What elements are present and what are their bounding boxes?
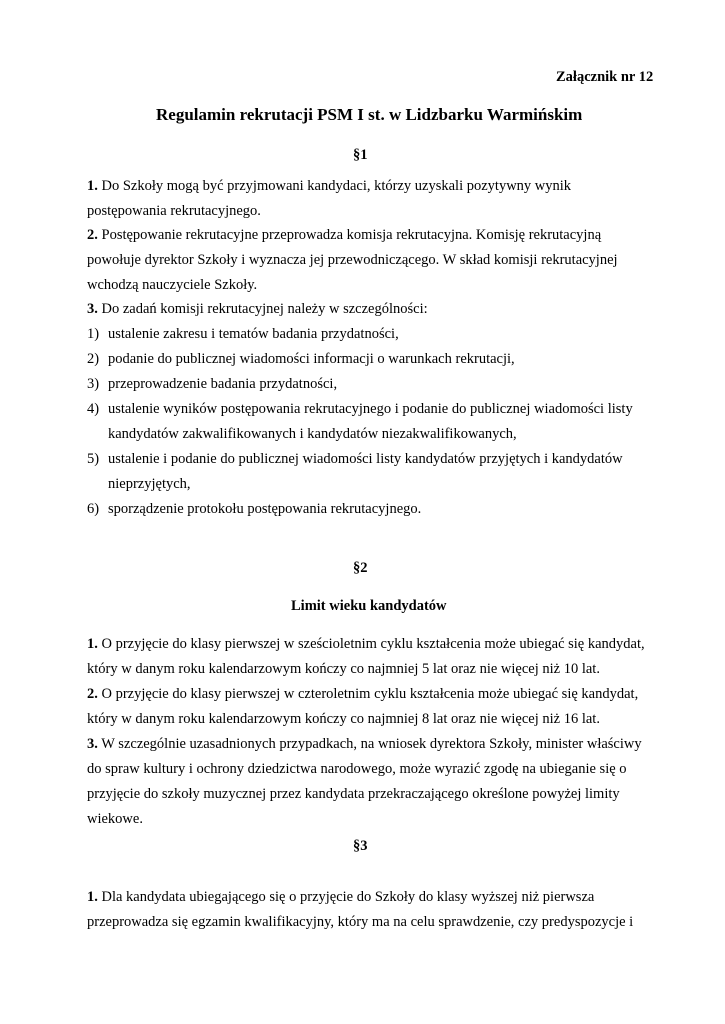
paragraph-number: 2. <box>87 227 98 243</box>
s1-paragraph-2-cont: wchodzą nauczyciele Szkoły. <box>87 277 258 293</box>
paragraph-text: W szczególnie uzasadnionych przypadkach, na wniosek dyrektora Szkoły, minister właściwy <box>101 736 642 752</box>
s3-paragraph-1-cont: przeprowadza się egzamin kwalifikacyjny, który ma na celu sprawdzenie, czy predyspozycje i <box>87 914 634 930</box>
list-text: ustalenie wyników postępowania rekrutacyjnego i podanie do publicznej wiadomości listy <box>108 401 633 417</box>
paragraph-number: 3. <box>87 736 98 752</box>
paragraph-number: 3. <box>87 301 98 317</box>
list-item <box>87 500 421 518</box>
paragraph-text: Do Szkoły mogą być przyjmowani kandydaci, którzy uzyskali pozytywny wynik <box>101 178 572 194</box>
document-title: Regulamin rekrutacji PSM I st. w Lidzbarku Warmińskim <box>156 105 583 124</box>
paragraph-number: 1. <box>87 889 98 905</box>
s1-paragraph-3 <box>87 300 428 318</box>
s1-paragraph-1 <box>87 177 571 195</box>
list-number: 2) <box>87 351 100 367</box>
s2-paragraph-2 <box>87 685 638 703</box>
paragraph-text: O przyjęcie do klasy pierwszej w czteroletnim cyklu kształcenia może ubiegać się kandydat, <box>101 686 639 702</box>
list-item-cont: nieprzyjętych, <box>108 476 191 492</box>
paragraph-number: 2. <box>87 686 98 702</box>
paragraph-text: Do zadań komisji rekrutacyjnej należy w szczególności: <box>101 301 428 317</box>
list-text: podanie do publicznej wiadomości informacji o warunkach rekrutacji, <box>108 351 515 367</box>
s1-paragraph-2 <box>87 226 601 244</box>
list-item <box>87 350 515 368</box>
list-number: 6) <box>87 501 100 517</box>
attachment-label: Załącznik nr 12 <box>556 69 654 85</box>
paragraph-text: Dla kandydata ubiegającego się o przyjęcie do Szkoły do klasy wyższej niż pierwsza <box>101 889 595 905</box>
list-text: ustalenie zakresu i tematów badania przydatności, <box>108 326 399 342</box>
s2-paragraph-3-cont: wiekowe. <box>87 811 143 827</box>
paragraph-text: O przyjęcie do klasy pierwszej w sześcioletnim cyklu kształcenia może ubiegać się kandydat, <box>101 636 645 652</box>
s2-paragraph-1-cont: który w danym roku kalendarzowym kończy co najmniej 5 lat oraz nie więcej niż 10 lat. <box>87 661 600 677</box>
list-number: 1) <box>87 326 100 342</box>
s2-paragraph-3-cont: do spraw kultury i ochrony dziedzictwa narodowego, może wyrazić zgodę na ubieganie się o <box>87 761 627 777</box>
list-text: sporządzenie protokołu postępowania rekrutacyjnego. <box>108 501 422 517</box>
list-number: 4) <box>87 401 100 417</box>
section-1-heading: §1 <box>353 147 368 163</box>
list-text: przeprowadzenie badania przydatności, <box>108 376 338 392</box>
s1-paragraph-2-cont: powołuje dyrektor Szkoły i wyznacza jej przewodniczącego. W skład komisji rekrutacyjnej <box>87 252 618 268</box>
list-item <box>87 450 623 468</box>
list-item <box>87 400 633 418</box>
list-number: 3) <box>87 376 100 392</box>
paragraph-number: 1. <box>87 178 98 194</box>
list-item <box>87 375 337 393</box>
s2-paragraph-1 <box>87 635 645 653</box>
s2-paragraph-3-cont: przyjęcie do szkoły muzycznej przez kandydata przekraczającego określone powyżej limity <box>87 786 620 802</box>
list-number: 5) <box>87 451 100 467</box>
s2-paragraph-3 <box>87 735 642 753</box>
list-text: ustalenie i podanie do publicznej wiadomości listy kandydatów przyjętych i kandydatów <box>108 451 623 467</box>
s1-paragraph-1-cont: postępowania rekrutacyjnego. <box>87 203 261 219</box>
list-item-cont: kandydatów zakwalifikowanych i kandydatów niezakwalifikowanych, <box>108 426 517 442</box>
paragraph-text: Postępowanie rekrutacyjne przeprowadza komisja rekrutacyjna. Komisję rekrutacyjną <box>101 227 602 243</box>
paragraph-number: 1. <box>87 636 98 652</box>
section-2-heading: §2 <box>353 560 368 576</box>
s3-paragraph-1 <box>87 888 594 906</box>
section-3-heading: §3 <box>353 838 368 854</box>
s2-paragraph-2-cont: który w danym roku kalendarzowym kończy co najmniej 8 lat oraz nie więcej niż 16 lat. <box>87 711 600 727</box>
section-2-subheading: Limit wieku kandydatów <box>291 598 447 614</box>
list-item <box>87 325 399 343</box>
